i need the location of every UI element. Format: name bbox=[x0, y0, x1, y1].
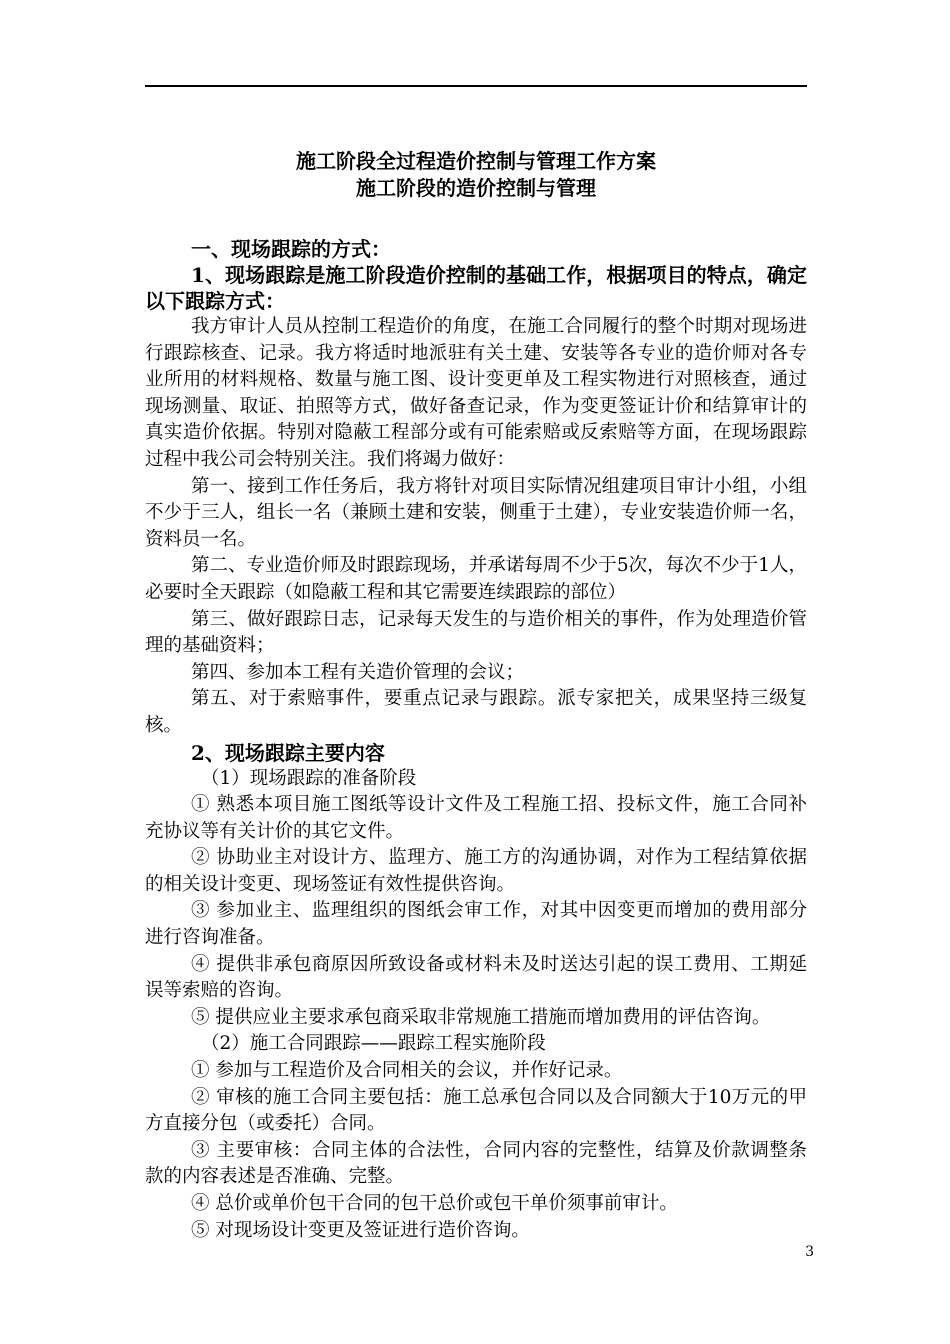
item-heading-1: 1、现场跟踪是施工阶段造价控制的基础工作，根据项目的特点，确定以下跟踪方式： bbox=[145, 263, 807, 313]
page-number: 3 bbox=[805, 1244, 814, 1260]
list-item: ① 熟悉本项目施工图纸等设计文件及工程施工招、投标文件，施工合同补充协议等有关计价的其它文件。 bbox=[145, 794, 807, 842]
list-item: ① 参加与工程造价及合同相关的会议，并作好记录。 bbox=[191, 1060, 623, 1082]
paragraph-fifth: 第五、对于索赔事件，要重点记录与跟踪。派专家把关，成果坚持三级复核。 bbox=[145, 688, 807, 736]
document-body bbox=[145, 148, 807, 1244]
document-title: 施工阶段全过程造价控制与管理工作方案 bbox=[296, 149, 656, 173]
header-rule bbox=[145, 85, 807, 87]
subsection-heading-2: （2）施工合同跟踪——跟踪工程实施阶段 bbox=[201, 1033, 546, 1055]
list-item: ② 审核的施工合同主要包括：施工总承包合同以及合同额大于10万元的甲方直接分包（或委托）合同。 bbox=[145, 1086, 807, 1135]
list-item: ④ 提供非承包商原因所致设备或材料未及时送达引起的误工费用、工期延误等索赔的咨询。 bbox=[145, 953, 807, 1002]
list-item: ⑤ 对现场设计变更及签证进行造价咨询。 bbox=[191, 1219, 530, 1241]
section-heading-1: 一、现场跟踪的方式： bbox=[191, 237, 391, 261]
list-item: ③ 主要审核：合同主体的合法性，合同内容的完整性，结算及价款调整条款的内容表述是否准确、完整。 bbox=[145, 1139, 807, 1188]
paragraph-second: 第二、专业造价师及时跟踪现场，并承诺每周不少于5次，每次不少于1人，必要时全天跟踪（如隐蔽工程和其它需要连续跟踪的部位） bbox=[145, 555, 807, 603]
list-item: ② 协助业主对设计方、监理方、施工方的沟通协调，对作为工程结算依据的相关设计变更、现场签证有效性提供咨询。 bbox=[145, 847, 807, 895]
document-subtitle: 施工阶段的造价控制与管理 bbox=[356, 176, 596, 200]
paragraph-first: 第一、接到工作任务后，我方将针对项目实际情况组建项目审计小组，小组不少于三人，组长一名（兼顾土建和安装，侧重于土建），专业安装造价师一名，资料员一名。 bbox=[145, 475, 807, 550]
subsection-heading-1: （1）现场跟踪的准备阶段 bbox=[201, 767, 417, 789]
paragraph-intro: 我方审计人员从控制工程造价的角度，在施工合同履行的整个时期对现场进行跟踪核查、记录。我方将适时地派驻有关土建、安装等各专业的造价师对各专业所用的材料规格、数量与施工图、设计变更单及工程实物进行对照核查，通过现场测量、取证、拍照等方式，做好备查记录，作为变更签证计价和结算审计的真实造价依据。特别对隐蔽工程部分或有可能索赔或反索赔等方面，在现场跟踪过程中我公司会特别关注。我们将竭力做好： bbox=[145, 316, 807, 470]
list-item: ④ 总价或单价包干合同的包干总价或包干单价须事前审计。 bbox=[191, 1193, 678, 1214]
list-item: ③ 参加业主、监理组织的图纸会审工作，对其中因变更而增加的费用部分进行咨询准备。 bbox=[145, 900, 807, 949]
paragraph-fourth: 第四、参加本工程有关造价管理的会议； bbox=[191, 661, 525, 683]
list-item: ⑤ 提供应业主要求承包商采取非常规施工措施而增加费用的评估咨询。 bbox=[191, 1006, 771, 1028]
paragraph-third: 第三、做好跟踪日志，记录每天发生的与造价相关的事件，作为处理造价管理的基础资料； bbox=[145, 608, 807, 657]
item-heading-2: 2、现场跟踪主要内容 bbox=[191, 740, 385, 765]
